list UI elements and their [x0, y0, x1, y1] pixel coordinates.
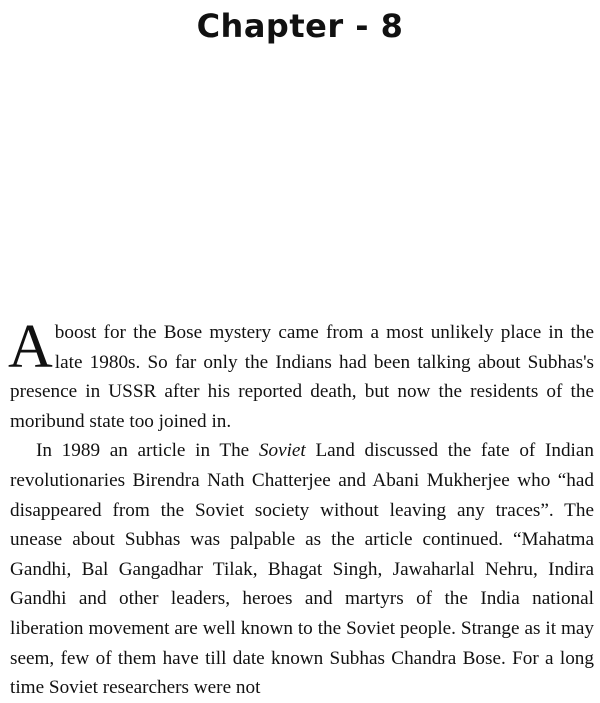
paragraph-2-text-after: Land discussed the fate of Indian revolutionaries Birendra Nath Chatterjee and Abani Mukherjee who “had disappeared from the Soviet society without leaving any traces”. The unease about Subhas was palpable as the article continued. “Mahatma Gandhi, Bal Gangadhar Tilak, Bhagat Singh, Jawaharlal Nehru, Indira Gandhi and other leaders, heroes and martyrs of the India national liberation movement are well known to the Soviet people. Strange as it may seem, few of them have till date known Subhas Chandra Bose. For a long time Soviet researchers were not: [10, 440, 594, 699]
paragraph-2-italic: Soviet: [258, 440, 306, 462]
paragraph-2: [10, 436, 594, 702]
paragraph-1-text: boost for the Bose mystery came from a most unlikely place in the late 1980s. So far only the Indians had been talking about Subhas's presence in USSR after his reported death, but now the residents of the moribund state too joined in.: [10, 322, 594, 432]
paragraph-2-text-before: In 1989 an article in The: [36, 440, 259, 462]
chapter-title: Chapter - 8: [196, 7, 404, 45]
drop-cap-letter: A: [8, 313, 53, 381]
paragraph-1: [8, 313, 594, 436]
chapter-body: [8, 313, 594, 703]
